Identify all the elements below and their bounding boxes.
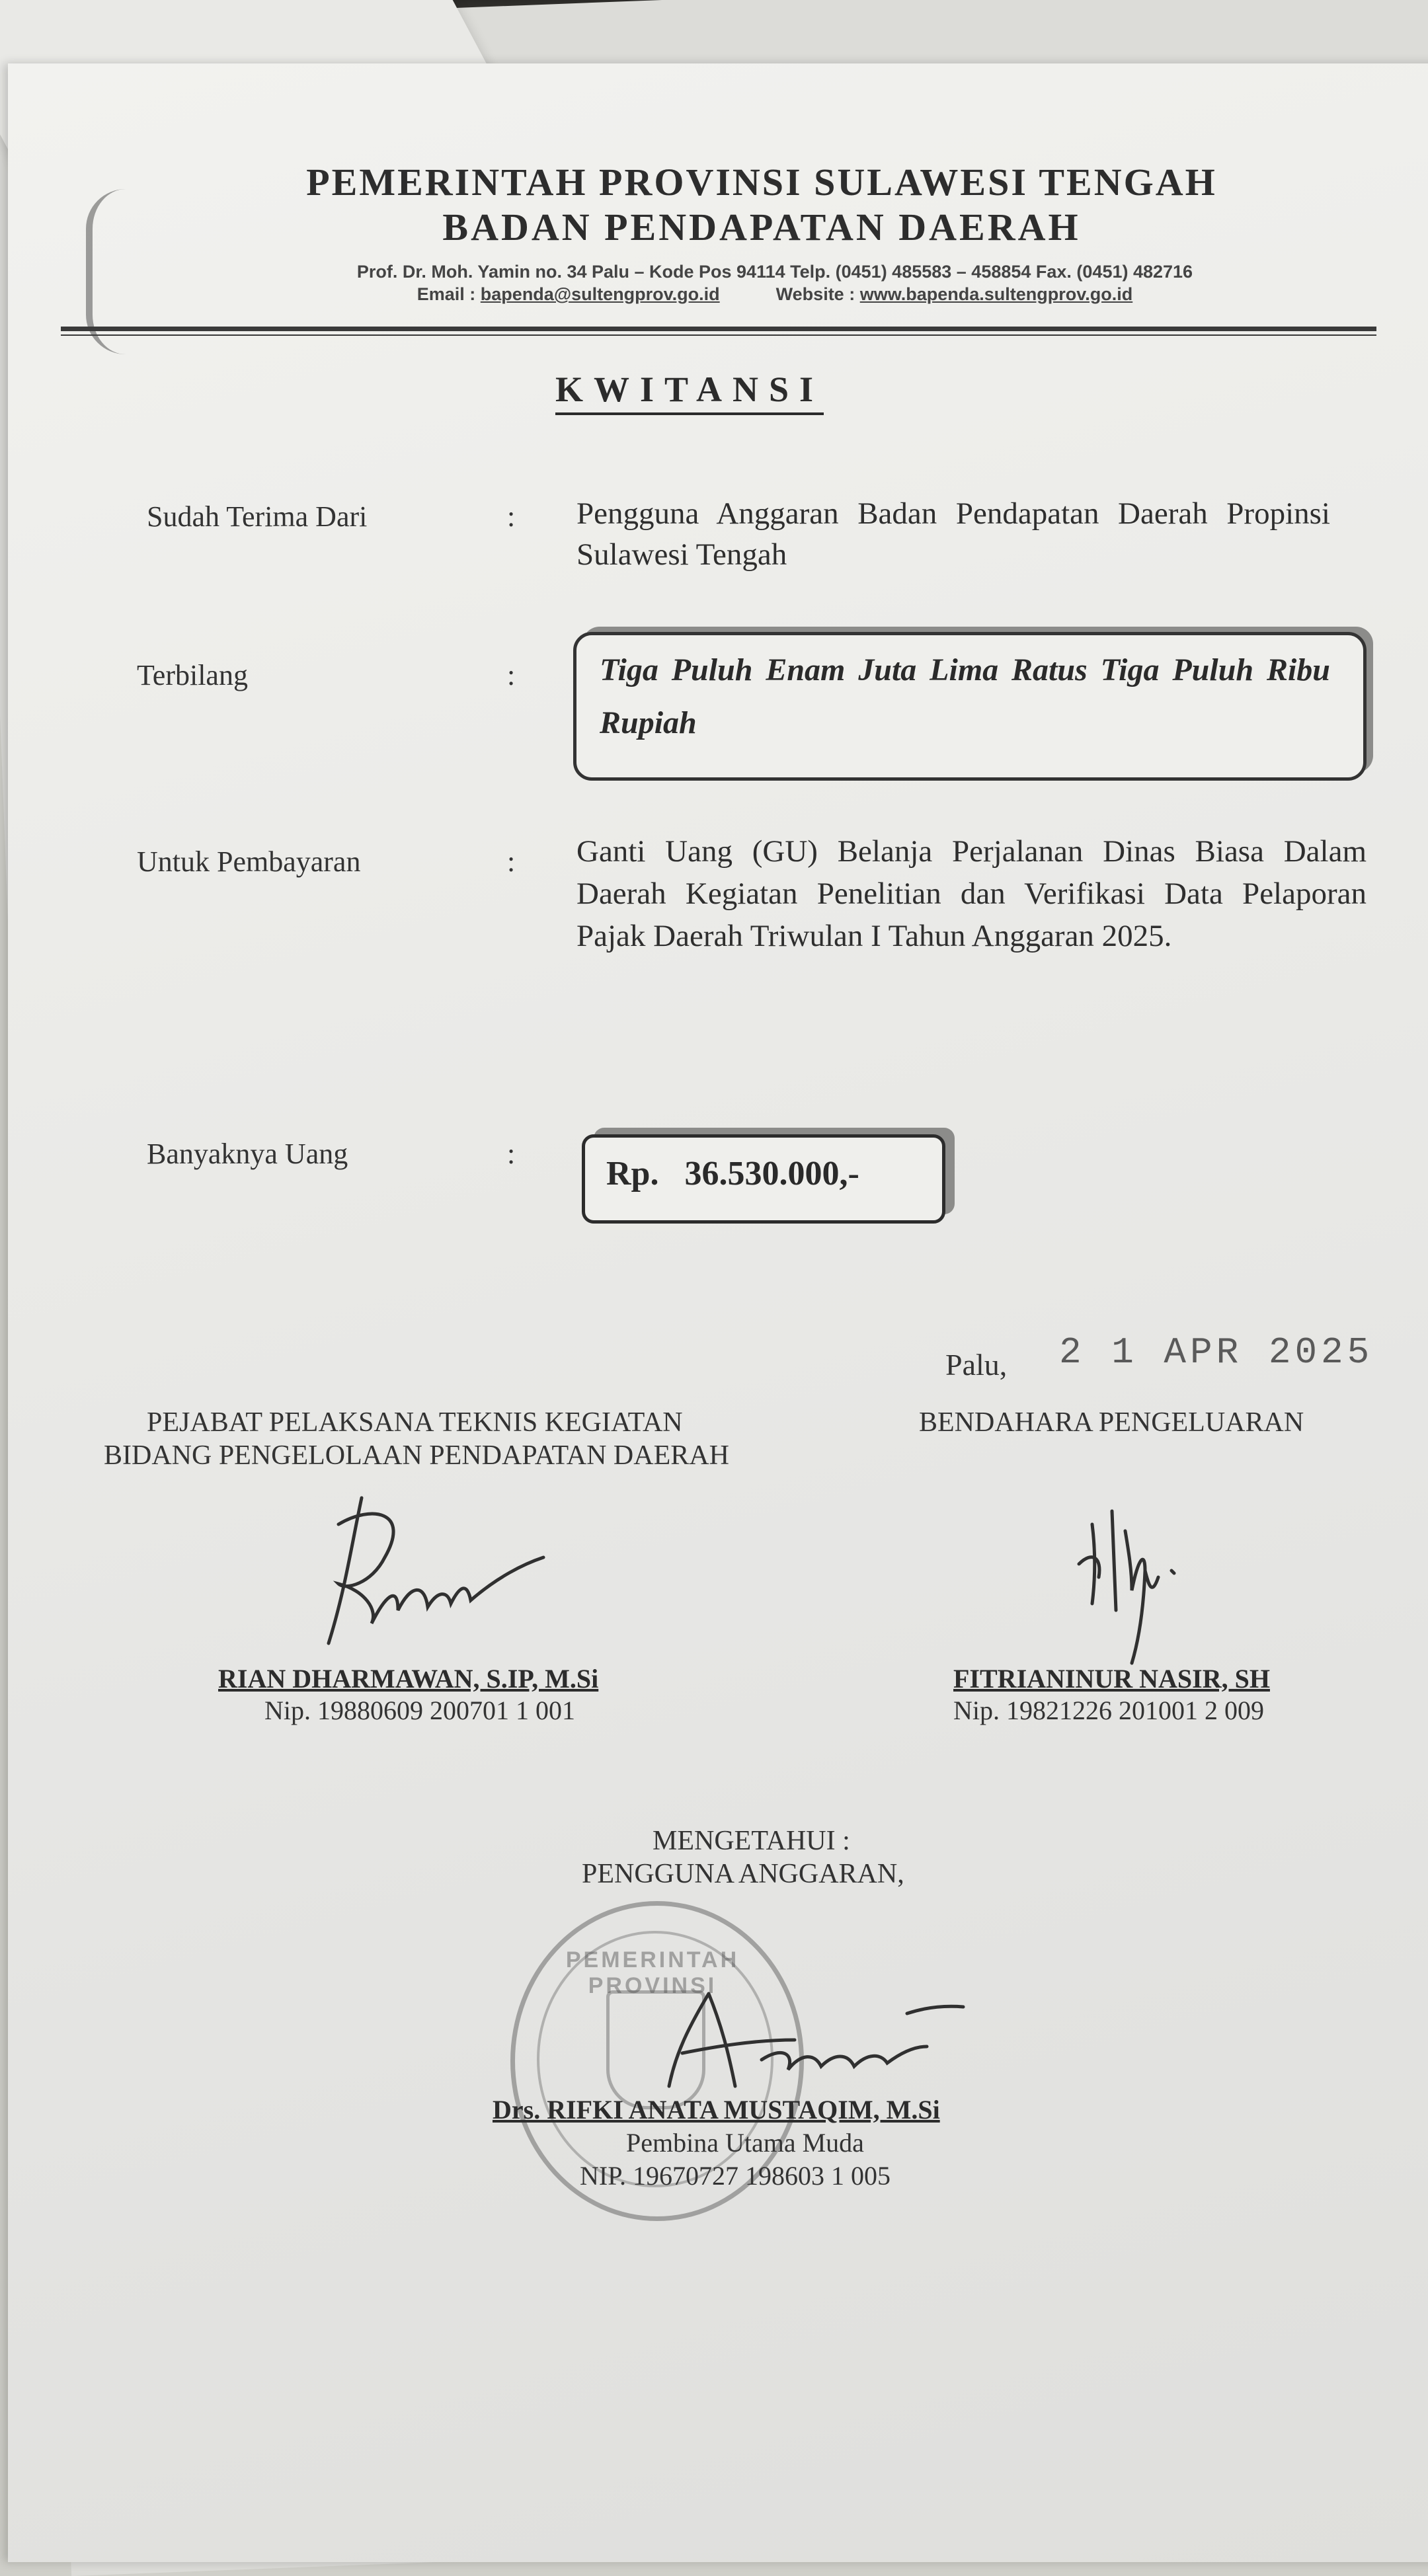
bottom-signatory-name: Drs. RIFKI ANATA MUSTAQIM, M.Si (493, 2095, 940, 2125)
bottom-signatory-title-1: MENGETAHUI : (653, 1826, 850, 1856)
colon: : (507, 845, 516, 878)
left-signatory-title-2: BIDANG PENGELOLAAN PENDAPATAN DAERAH (104, 1440, 729, 1471)
email-link[interactable]: bapenda@sultengprov.go.id (480, 284, 720, 304)
receipt-document (8, 63, 1428, 2562)
email-label: Email : (416, 284, 481, 304)
place-label: Palu, (945, 1348, 1008, 1382)
payment-for-label: Untuk Pembayaran (137, 845, 361, 878)
bottom-signatory-nip: NIP. 19670727 198603 1 005 (580, 2161, 891, 2191)
document-title: KWITANSI (555, 369, 824, 415)
colon: : (507, 659, 516, 691)
left-signatory-title-1: PEJABAT PELAKSANA TEKNIS KEGIATAN (147, 1407, 683, 1438)
amount-label: Banyaknya Uang (147, 1138, 348, 1170)
letterhead-address: Prof. Dr. Moh. Yamin no. 34 Palu – Kode Pos 94114 Telp. (0451) 485583 – 458854 Fax. (0451) 482716 (356, 262, 1193, 282)
received-from-label: Sudah Terima Dari (147, 500, 368, 533)
letterhead-rule-thick (61, 327, 1376, 331)
bottom-signatory-title-2: PENGGUNA ANGGARAN, (582, 1859, 904, 1889)
received-from-value: Pengguna Anggaran Badan Pendapatan Daerah Propinsi Sulawesi Tengah (576, 496, 1330, 572)
website-link[interactable]: www.bapenda.sultengprov.go.id (859, 284, 1133, 304)
bottom-signatory-rank: Pembina Utama Muda (626, 2128, 864, 2158)
left-signatory-name: RIAN DHARMAWAN, S.IP, M.Si (218, 1664, 599, 1694)
left-signatory-nip: Nip. 19880609 200701 1 001 (264, 1696, 575, 1725)
amount-words-label: Terbilang (137, 659, 248, 691)
letterhead-government: PEMERINTAH PROVINSI SULAWESI TENGAH (306, 161, 1217, 204)
colon: : (507, 500, 516, 533)
right-signatory-title: BENDAHARA PENGELUARAN (919, 1407, 1304, 1438)
right-signatory-name: FITRIANINUR NASIR, SH (953, 1664, 1270, 1694)
payment-for-value: Ganti Uang (GU) Belanja Perjalanan Dinas Biasa Dalam Daerah Kegiatan Penelitian dan Verifikasi Data Pelaporan Pajak Daerah Triwulan I Tahun Anggaran 2025. (576, 834, 1367, 953)
amount-value: Rp. 36.530.000,- (606, 1155, 859, 1192)
date-stamp: 2 1 APR 2025 (1059, 1331, 1374, 1374)
right-signature (1066, 1471, 1198, 1670)
letterhead-contact (180, 284, 1370, 305)
amount-words-value: Tiga Puluh Enam Juta Lima Ratus Tiga Puluh Ribu Rupiah (600, 652, 1330, 740)
website-label: Website : (775, 284, 860, 304)
stamp-text: PEMERINTAH PROVINSI (565, 1947, 740, 1998)
colon: : (507, 1138, 516, 1170)
right-signatory-nip: Nip. 19821226 201001 2 009 (953, 1696, 1264, 1725)
letterhead-rule-thin (61, 334, 1376, 336)
letterhead-agency: BADAN PENDAPATAN DAERAH (442, 206, 1081, 249)
